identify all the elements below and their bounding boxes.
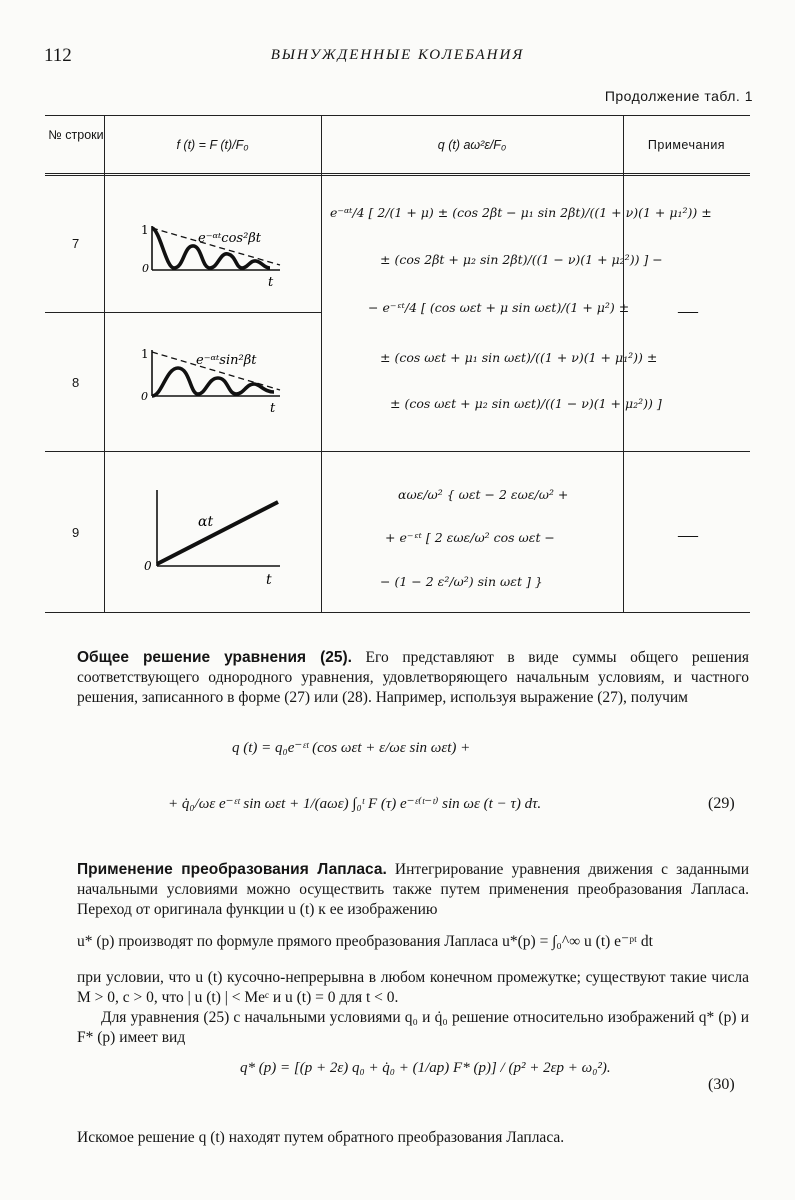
formula-line: αωε/ω² { ωεt − 2 εωε/ω² + <box>398 487 569 502</box>
row-number: 9 <box>72 525 80 540</box>
axis-label-t: t <box>268 275 274 290</box>
axis-label-one: 1 <box>141 347 149 361</box>
notes-dash: — <box>678 300 698 322</box>
formula-line: ± (cos 2βt + μ₂ sin 2βt)/((1 − ν)(1 + μ₂²)) ] − <box>380 252 663 267</box>
table-continuation: Продолжение табл. 1 <box>604 88 753 104</box>
axis-label-t: t <box>270 401 276 416</box>
equation-number: (30) <box>708 1076 735 1093</box>
formula-line: − e⁻ᵋᵗ/4 [ (cos ωεt + μ sin ωεt)/(1 + μ²) ± <box>368 300 630 315</box>
page-number: 112 <box>44 45 72 66</box>
laplace-formula-line: u* (p) производят по формуле прямого преобразования Лапласа u*(p) = ∫₀^∞ u (t) e⁻ᵖᵗ dt <box>77 933 653 950</box>
graph-exp-sin2 <box>140 346 290 416</box>
paragraph-general-solution <box>77 648 749 708</box>
running-head: ВЫНУЖДЕННЫЕ КОЛЕБАНИЯ <box>270 47 525 63</box>
header-f: f (t) = F (t)/F₀ <box>176 138 249 152</box>
paragraph-final: Искомое решение q (t) находят путем обратного преобразования Лапласа. <box>77 1129 565 1146</box>
graph-label: αt <box>198 514 214 530</box>
equation-30: q* (p) = [(p + 2ε) q₀ + q̇₀ + (1/ap) F* (p)] / (p² + 2εp + ω₀²). <box>240 1060 611 1076</box>
header-q: q (t) aω²ε/F₀ <box>437 138 507 152</box>
graph-label: e⁻ᵅᵗcos²βt <box>198 231 262 246</box>
heading-laplace: Применение преобразования Лапласа. <box>77 861 387 878</box>
graph-exp-cos2 <box>140 222 290 292</box>
paragraph-text: Для уравнения (25) с начальными условиями q₀ и q̇₀ решение относительно изображений q* (p) и F* (p) имеет вид <box>77 1009 749 1046</box>
axis-label-origin: 0 <box>144 559 152 573</box>
header-row-no: № строки <box>48 128 104 142</box>
formula-line: + e⁻ᵋᵗ [ 2 εωε/ω² cos ωεt − <box>385 530 555 545</box>
row-number: 7 <box>72 236 80 251</box>
equation-number: (29) <box>708 795 735 812</box>
equation-29-line2: + q̇₀/ωε e⁻ᵋᵗ sin ωεt + 1/(aωε) ∫₀ᵗ F (τ) e⁻ᵋ⁽ᵗ⁻ᵗ⁾ sin ωε (t − τ) dτ. <box>168 796 542 812</box>
paragraph-text: Интегрирование уравнения движения с заданными начальными условиями можно осуществить также путем применения преобразования Лапласа. Переход от оригинала функции u (t) к ее изображению <box>77 861 749 918</box>
notes-dash: — <box>678 524 698 546</box>
paragraph-text: Его представляют в виде суммы общего решения соответствующего однородного уравнения, удовлетворяющего начальным условиям, и частного решения, записанного в форме (27) или (28). Например, используя выражение (27), получим <box>77 649 750 706</box>
axis-label-origin: 0 <box>141 390 148 403</box>
graph-label: e⁻ᵅᵗsin²βt <box>196 353 257 368</box>
axis-label-origin: 0 <box>142 262 149 275</box>
header-notes: Примечания <box>647 138 726 152</box>
formula-line: ± (cos ωεt + μ₂ sin ωεt)/((1 − ν)(1 + μ₂²)) ] <box>390 396 662 411</box>
formula-line: e⁻ᵅᵗ/4 [ 2/(1 + μ) ± (cos 2βt − μ₁ sin 2βt)/((1 + ν)(1 + μ₁²)) ± <box>330 205 712 220</box>
formula-line: ± (cos ωεt + μ₁ sin ωεt)/((1 + ν)(1 + μ₁²)) ± <box>380 350 658 365</box>
graph-linear <box>140 480 290 590</box>
paragraph-laplace <box>77 860 749 920</box>
formula-line: − (1 − 2 ε²/ω²) sin ωεt ] } <box>380 574 543 589</box>
heading-general-solution: Общее решение уравнения (25). <box>77 649 352 666</box>
axis-label-one: 1 <box>141 223 149 237</box>
paragraph-text: при условии, что u (t) кусочно-непрерывна в любом конечном промежутке; существуют такие числа M > 0, c > 0, что | u (t) | < Meᶜ и u (t) = 0 для t < 0. <box>77 969 749 1006</box>
axis-label-t: t <box>266 572 272 588</box>
row-number: 8 <box>72 375 80 390</box>
equation-29-line1: q (t) = q₀e⁻ᵋᵗ (cos ωεt + ε/ωε sin ωεt) + <box>232 740 471 756</box>
